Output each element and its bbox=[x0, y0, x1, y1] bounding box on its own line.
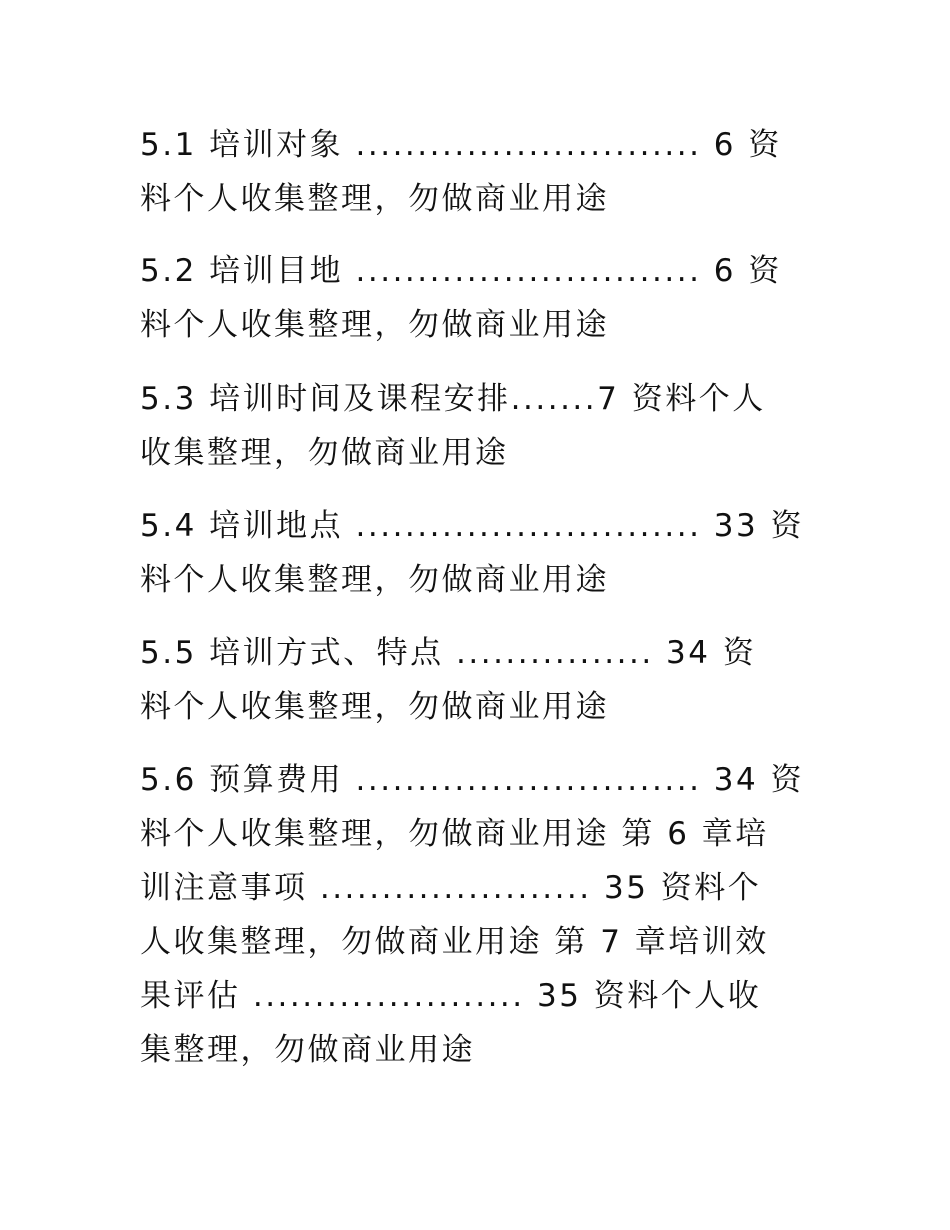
toc-entry-5-3 bbox=[140, 372, 820, 480]
toc-line: 5.4 培训地点 ............................ 33 资 bbox=[140, 508, 805, 544]
toc-entry-5-6 bbox=[140, 753, 820, 1077]
toc-line: 料个人收集整理，勿做商业用途 bbox=[140, 562, 609, 598]
toc-line: 5.2 培训目地 ............................ 6 资 bbox=[140, 253, 782, 289]
toc-line: 料个人收集整理，勿做商业用途 bbox=[140, 689, 609, 725]
toc-line: 5.1 培训对象 ............................ 6 资 bbox=[140, 127, 782, 163]
toc-line: 5.5 培训方式、特点 ................ 34 资 bbox=[140, 635, 757, 671]
toc-entry-5-4 bbox=[140, 499, 820, 607]
toc-line: 训注意事项 ...................... 35 资料个 bbox=[140, 870, 762, 906]
toc-line: 人收集整理，勿做商业用途 第 7 章培训效 bbox=[140, 924, 769, 960]
toc-entry-5-1 bbox=[140, 118, 820, 226]
toc-line: 5.3 培训时间及课程安排.......7 资料个人 bbox=[140, 381, 766, 417]
toc-entry-5-5 bbox=[140, 626, 820, 734]
toc-line: 收集整理，勿做商业用途 bbox=[140, 435, 509, 471]
toc-line: 果评估 ...................... 35 资料个人收 bbox=[140, 978, 762, 1014]
toc-line: 料个人收集整理，勿做商业用途 第 6 章培 bbox=[140, 816, 769, 852]
toc-line: 5.6 预算费用 ............................ 34 资 bbox=[140, 762, 805, 798]
toc-line: 料个人收集整理，勿做商业用途 bbox=[140, 181, 609, 217]
toc-entry-5-2 bbox=[140, 244, 820, 352]
toc-line: 集整理，勿做商业用途 bbox=[140, 1032, 475, 1068]
toc-line: 料个人收集整理，勿做商业用途 bbox=[140, 307, 609, 343]
